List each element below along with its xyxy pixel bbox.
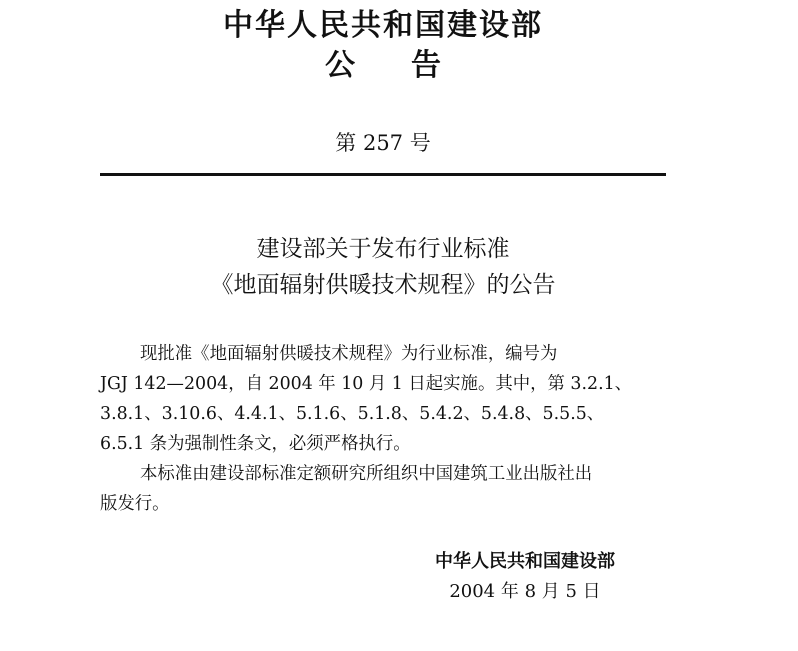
body-paragraph-1 (100, 339, 666, 459)
paragraph-2-line-2: 版发行。 (100, 494, 170, 514)
paragraph-1-line-1: 现批准《地面辐射供暖技术规程》为行业标准，编号为 (140, 344, 558, 364)
announcement-body (100, 339, 666, 519)
title-line-1: 建设部关于发布行业标准 (256, 236, 510, 262)
paragraph-1-line-4: 6.5.1 条为强制性条文，必须严格执行。 (100, 434, 411, 454)
title-line-2: 《地面辐射供暖技术规程》的公告 (210, 272, 556, 298)
paragraph-1-line-3: 3.8.1、3.10.6、4.4.1、5.1.6、5.1.8、5.4.2、5.4.8、5.5.5、 (100, 404, 605, 424)
announcement-title (100, 231, 666, 303)
paragraph-2-line-1: 本标准由建设部标准定额研究所组织中国建筑工业出版社出 (140, 464, 593, 484)
paragraph-1-line-2: JGJ 142—2004，自 2004 年 10 月 1 日起实施。其中，第 3.2.1、 (100, 374, 633, 394)
signature-date: 2004 年 8 月 5 日 (449, 581, 601, 602)
signing-organization: 中华人民共和国建设部 (435, 551, 615, 572)
document-number: 第 257 号 (335, 131, 431, 155)
header-divider (100, 173, 666, 176)
signature-block (380, 547, 670, 607)
issuer-heading: 中华人民共和国建设部 (223, 8, 543, 43)
body-paragraph-2 (100, 459, 666, 519)
document-type-heading: 公告 (325, 48, 497, 83)
